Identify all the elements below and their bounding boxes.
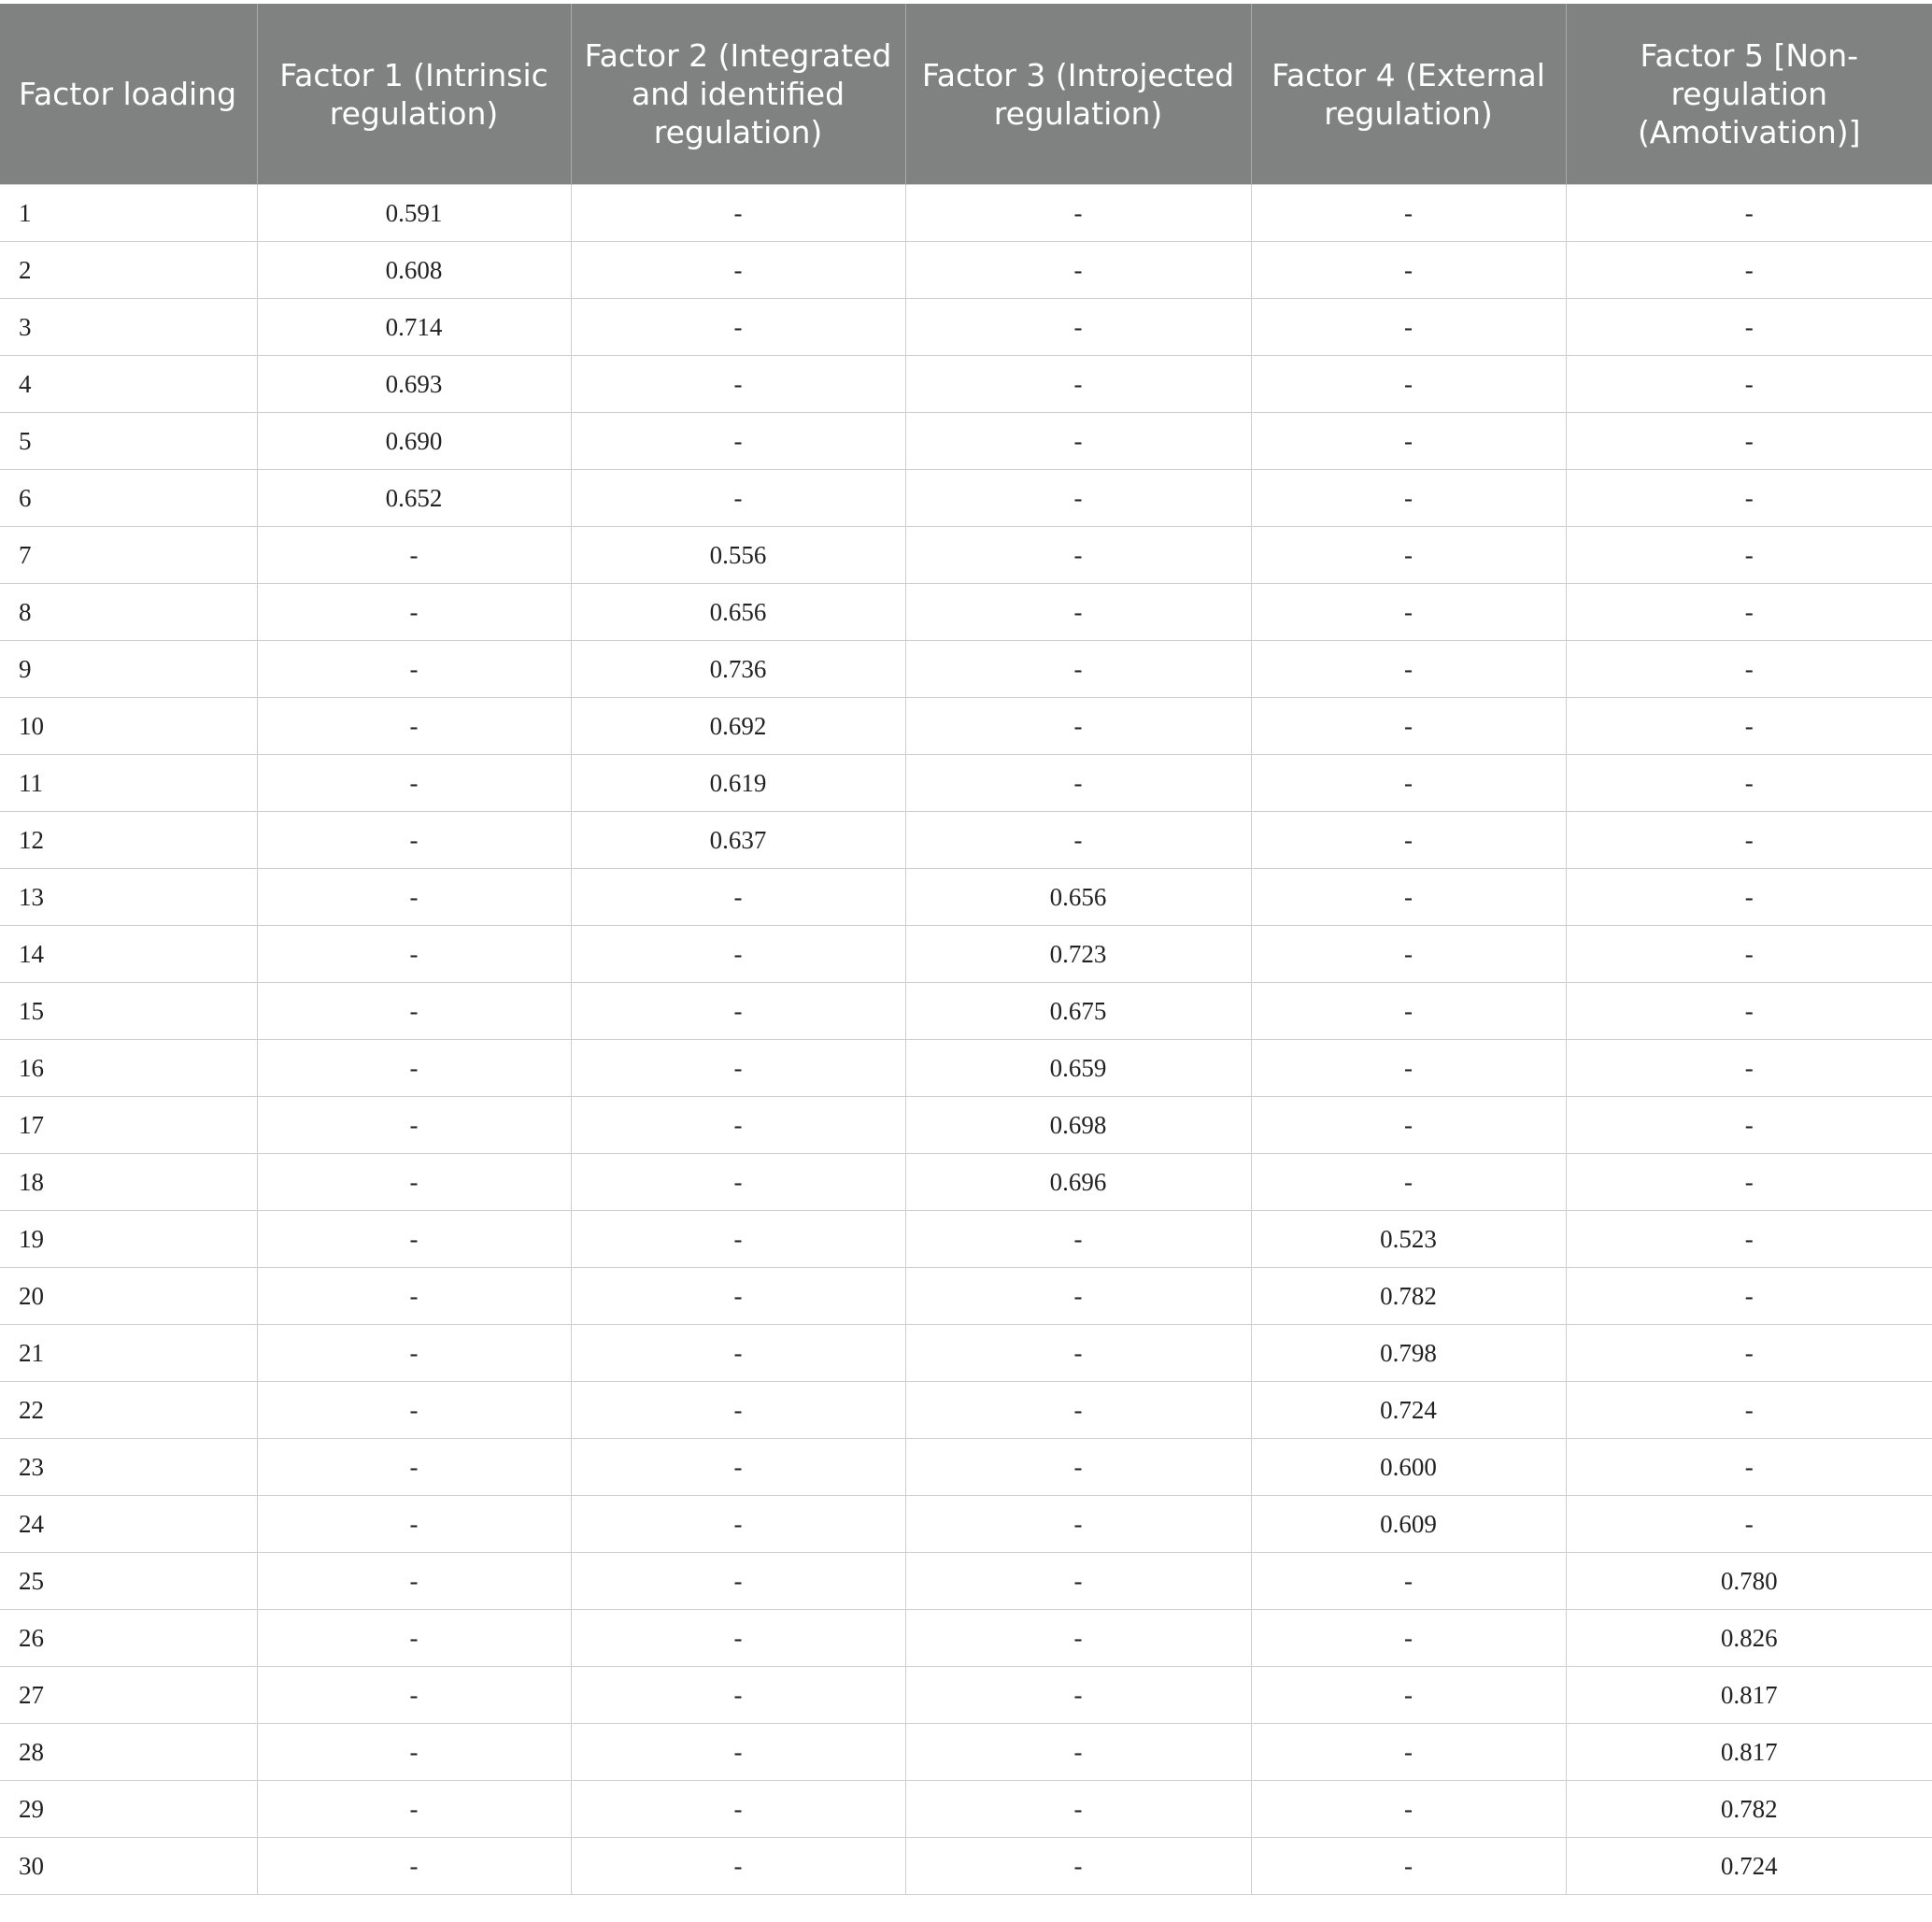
- table-row: [0, 926, 1932, 983]
- cell-factor-4-value: 0.724: [1251, 1382, 1566, 1439]
- factor-loading-table: [0, 4, 1932, 1895]
- cell-factor-5-value: -: [1566, 926, 1932, 983]
- cell-factor-3-value: 0.723: [905, 926, 1251, 983]
- cell-factor-5-value: -: [1566, 812, 1932, 869]
- cell-factor-1-value: -: [257, 1553, 571, 1610]
- cell-factor-5-value: -: [1566, 584, 1932, 641]
- cell-factor-3-value: -: [905, 1439, 1251, 1496]
- cell-factor-5-value: -: [1566, 1040, 1932, 1097]
- cell-factor-2-value: 0.637: [571, 812, 905, 869]
- table-row: [0, 527, 1932, 584]
- cell-item-number: 9: [0, 641, 257, 698]
- cell-factor-3-value: -: [905, 584, 1251, 641]
- cell-factor-2-value: -: [571, 1382, 905, 1439]
- cell-item-number: 22: [0, 1382, 257, 1439]
- table-row: [0, 1040, 1932, 1097]
- cell-item-number: 12: [0, 812, 257, 869]
- cell-factor-1-value: -: [257, 1781, 571, 1838]
- cell-factor-2-value: 0.692: [571, 698, 905, 755]
- table-row: [0, 1154, 1932, 1211]
- cell-factor-4-value: -: [1251, 1553, 1566, 1610]
- cell-factor-4-value: -: [1251, 1154, 1566, 1211]
- column-header-factor-2: Factor 2 (Integrated and identified regulation): [571, 4, 905, 185]
- table-row: [0, 641, 1932, 698]
- cell-factor-2-value: -: [571, 1553, 905, 1610]
- cell-factor-1-value: -: [257, 1724, 571, 1781]
- cell-factor-2-value: -: [571, 926, 905, 983]
- cell-factor-2-value: -: [571, 1838, 905, 1895]
- cell-factor-5-value: -: [1566, 1211, 1932, 1268]
- cell-factor-3-value: -: [905, 1268, 1251, 1325]
- cell-factor-1-value: -: [257, 698, 571, 755]
- table-row: [0, 1496, 1932, 1553]
- cell-factor-2-value: -: [571, 1154, 905, 1211]
- cell-item-number: 4: [0, 356, 257, 413]
- cell-item-number: 6: [0, 470, 257, 527]
- cell-factor-2-value: -: [571, 1211, 905, 1268]
- cell-factor-1-value: -: [257, 812, 571, 869]
- cell-factor-1-value: -: [257, 1439, 571, 1496]
- cell-factor-5-value: -: [1566, 1097, 1932, 1154]
- cell-factor-3-value: -: [905, 1724, 1251, 1781]
- table-row: [0, 185, 1932, 242]
- cell-factor-4-value: 0.609: [1251, 1496, 1566, 1553]
- cell-factor-5-value: -: [1566, 755, 1932, 812]
- column-header-factor-loading: Factor loading: [0, 4, 257, 185]
- cell-factor-4-value: 0.798: [1251, 1325, 1566, 1382]
- cell-factor-4-value: 0.523: [1251, 1211, 1566, 1268]
- cell-factor-1-value: -: [257, 1382, 571, 1439]
- cell-item-number: 30: [0, 1838, 257, 1895]
- cell-factor-1-value: 0.652: [257, 470, 571, 527]
- cell-factor-2-value: -: [571, 470, 905, 527]
- cell-factor-3-value: -: [905, 527, 1251, 584]
- cell-item-number: 14: [0, 926, 257, 983]
- cell-factor-1-value: -: [257, 926, 571, 983]
- cell-factor-2-value: -: [571, 356, 905, 413]
- cell-factor-4-value: -: [1251, 1781, 1566, 1838]
- cell-factor-1-value: -: [257, 1154, 571, 1211]
- table-row: [0, 1382, 1932, 1439]
- cell-factor-1-value: -: [257, 1040, 571, 1097]
- cell-factor-1-value: -: [257, 755, 571, 812]
- cell-factor-5-value: -: [1566, 1439, 1932, 1496]
- cell-factor-3-value: -: [905, 755, 1251, 812]
- table-row: [0, 1838, 1932, 1895]
- cell-factor-5-value: -: [1566, 185, 1932, 242]
- cell-factor-3-value: 0.698: [905, 1097, 1251, 1154]
- cell-item-number: 24: [0, 1496, 257, 1553]
- cell-factor-4-value: 0.600: [1251, 1439, 1566, 1496]
- cell-factor-2-value: -: [571, 1097, 905, 1154]
- cell-factor-3-value: -: [905, 1496, 1251, 1553]
- cell-factor-3-value: -: [905, 356, 1251, 413]
- cell-factor-3-value: 0.659: [905, 1040, 1251, 1097]
- cell-factor-4-value: -: [1251, 242, 1566, 299]
- cell-item-number: 18: [0, 1154, 257, 1211]
- cell-item-number: 7: [0, 527, 257, 584]
- cell-factor-2-value: -: [571, 1781, 905, 1838]
- cell-factor-3-value: -: [905, 185, 1251, 242]
- cell-factor-5-value: 0.817: [1566, 1667, 1932, 1724]
- cell-factor-4-value: -: [1251, 869, 1566, 926]
- cell-factor-2-value: 0.736: [571, 641, 905, 698]
- cell-factor-2-value: -: [571, 242, 905, 299]
- cell-factor-3-value: 0.675: [905, 983, 1251, 1040]
- cell-item-number: 5: [0, 413, 257, 470]
- column-header-factor-1: Factor 1 (Intrinsic regulation): [257, 4, 571, 185]
- table-row: [0, 869, 1932, 926]
- table-header: [0, 4, 1932, 185]
- cell-factor-1-value: -: [257, 1211, 571, 1268]
- cell-item-number: 1: [0, 185, 257, 242]
- cell-item-number: 26: [0, 1610, 257, 1667]
- cell-factor-4-value: -: [1251, 1667, 1566, 1724]
- table-row: [0, 1325, 1932, 1382]
- cell-factor-5-value: 0.826: [1566, 1610, 1932, 1667]
- cell-factor-2-value: 0.656: [571, 584, 905, 641]
- cell-item-number: 21: [0, 1325, 257, 1382]
- cell-factor-3-value: -: [905, 1382, 1251, 1439]
- cell-factor-5-value: -: [1566, 1325, 1932, 1382]
- cell-factor-4-value: -: [1251, 413, 1566, 470]
- cell-factor-5-value: 0.817: [1566, 1724, 1932, 1781]
- cell-factor-4-value: -: [1251, 698, 1566, 755]
- cell-factor-5-value: 0.782: [1566, 1781, 1932, 1838]
- cell-factor-1-value: 0.608: [257, 242, 571, 299]
- cell-factor-2-value: 0.619: [571, 755, 905, 812]
- cell-factor-4-value: -: [1251, 983, 1566, 1040]
- cell-factor-1-value: -: [257, 527, 571, 584]
- table-row: [0, 356, 1932, 413]
- column-header-factor-4: Factor 4 (External regulation): [1251, 4, 1566, 185]
- cell-item-number: 2: [0, 242, 257, 299]
- table-row: [0, 1211, 1932, 1268]
- cell-item-number: 23: [0, 1439, 257, 1496]
- cell-item-number: 8: [0, 584, 257, 641]
- cell-factor-5-value: 0.780: [1566, 1553, 1932, 1610]
- cell-factor-5-value: 0.724: [1566, 1838, 1932, 1895]
- cell-factor-3-value: -: [905, 413, 1251, 470]
- cell-factor-5-value: -: [1566, 698, 1932, 755]
- cell-factor-1-value: -: [257, 983, 571, 1040]
- cell-factor-5-value: -: [1566, 1154, 1932, 1211]
- cell-item-number: 28: [0, 1724, 257, 1781]
- cell-factor-3-value: -: [905, 1838, 1251, 1895]
- cell-factor-1-value: -: [257, 1097, 571, 1154]
- cell-factor-4-value: -: [1251, 1838, 1566, 1895]
- table-row: [0, 698, 1932, 755]
- cell-factor-2-value: -: [571, 1040, 905, 1097]
- table-row: [0, 470, 1932, 527]
- header-row: [0, 4, 1932, 185]
- cell-factor-1-value: 0.591: [257, 185, 571, 242]
- cell-factor-5-value: -: [1566, 413, 1932, 470]
- cell-factor-3-value: -: [905, 698, 1251, 755]
- cell-factor-4-value: -: [1251, 470, 1566, 527]
- cell-factor-2-value: -: [571, 1724, 905, 1781]
- cell-factor-2-value: -: [571, 983, 905, 1040]
- table-row: [0, 1781, 1932, 1838]
- cell-factor-2-value: -: [571, 299, 905, 356]
- column-header-factor-5: Factor 5 [Non-regulation (Amotivation)]: [1566, 4, 1932, 185]
- cell-factor-5-value: -: [1566, 1382, 1932, 1439]
- cell-factor-1-value: 0.714: [257, 299, 571, 356]
- cell-item-number: 25: [0, 1553, 257, 1610]
- cell-factor-5-value: -: [1566, 356, 1932, 413]
- cell-item-number: 10: [0, 698, 257, 755]
- cell-factor-2-value: -: [571, 413, 905, 470]
- table-row: [0, 1268, 1932, 1325]
- cell-factor-2-value: -: [571, 1439, 905, 1496]
- table-row: [0, 1439, 1932, 1496]
- cell-factor-2-value: -: [571, 185, 905, 242]
- cell-factor-5-value: -: [1566, 299, 1932, 356]
- table-row: [0, 242, 1932, 299]
- cell-factor-2-value: -: [571, 869, 905, 926]
- cell-factor-3-value: -: [905, 1553, 1251, 1610]
- cell-factor-4-value: -: [1251, 185, 1566, 242]
- table-row: [0, 983, 1932, 1040]
- cell-factor-4-value: -: [1251, 356, 1566, 413]
- cell-factor-1-value: -: [257, 584, 571, 641]
- cell-item-number: 29: [0, 1781, 257, 1838]
- table-row: [0, 1097, 1932, 1154]
- cell-factor-3-value: -: [905, 299, 1251, 356]
- cell-factor-1-value: -: [257, 1610, 571, 1667]
- cell-factor-4-value: -: [1251, 1040, 1566, 1097]
- cell-factor-1-value: 0.693: [257, 356, 571, 413]
- cell-factor-4-value: -: [1251, 641, 1566, 698]
- cell-factor-4-value: -: [1251, 299, 1566, 356]
- cell-factor-2-value: 0.556: [571, 527, 905, 584]
- cell-factor-5-value: -: [1566, 869, 1932, 926]
- column-header-factor-3: Factor 3 (Introjected regulation): [905, 4, 1251, 185]
- cell-factor-3-value: 0.656: [905, 869, 1251, 926]
- cell-factor-5-value: -: [1566, 1496, 1932, 1553]
- cell-factor-2-value: -: [571, 1610, 905, 1667]
- table-row: [0, 1667, 1932, 1724]
- table-row: [0, 299, 1932, 356]
- cell-factor-1-value: -: [257, 1667, 571, 1724]
- cell-factor-2-value: -: [571, 1496, 905, 1553]
- cell-factor-4-value: -: [1251, 527, 1566, 584]
- cell-factor-1-value: -: [257, 1496, 571, 1553]
- cell-factor-5-value: -: [1566, 470, 1932, 527]
- cell-factor-4-value: -: [1251, 584, 1566, 641]
- cell-factor-1-value: -: [257, 1325, 571, 1382]
- cell-factor-3-value: -: [905, 242, 1251, 299]
- table-row: [0, 1610, 1932, 1667]
- cell-factor-3-value: 0.696: [905, 1154, 1251, 1211]
- cell-factor-1-value: -: [257, 641, 571, 698]
- cell-item-number: 20: [0, 1268, 257, 1325]
- cell-item-number: 3: [0, 299, 257, 356]
- table-row: [0, 812, 1932, 869]
- cell-factor-5-value: -: [1566, 242, 1932, 299]
- cell-factor-4-value: -: [1251, 926, 1566, 983]
- table-row: [0, 755, 1932, 812]
- cell-factor-3-value: -: [905, 470, 1251, 527]
- cell-item-number: 13: [0, 869, 257, 926]
- cell-item-number: 17: [0, 1097, 257, 1154]
- cell-item-number: 27: [0, 1667, 257, 1724]
- table-body: [0, 185, 1932, 1895]
- cell-factor-3-value: -: [905, 1610, 1251, 1667]
- cell-factor-2-value: -: [571, 1325, 905, 1382]
- cell-factor-5-value: -: [1566, 1268, 1932, 1325]
- table-row: [0, 1553, 1932, 1610]
- cell-item-number: 16: [0, 1040, 257, 1097]
- table-row: [0, 413, 1932, 470]
- cell-factor-3-value: -: [905, 641, 1251, 698]
- cell-factor-1-value: -: [257, 1838, 571, 1895]
- cell-item-number: 11: [0, 755, 257, 812]
- cell-factor-4-value: -: [1251, 755, 1566, 812]
- cell-factor-1-value: 0.690: [257, 413, 571, 470]
- table-row: [0, 1724, 1932, 1781]
- cell-factor-5-value: -: [1566, 641, 1932, 698]
- cell-factor-3-value: -: [905, 1325, 1251, 1382]
- table-row: [0, 584, 1932, 641]
- cell-factor-4-value: -: [1251, 1097, 1566, 1154]
- cell-factor-3-value: -: [905, 812, 1251, 869]
- cell-factor-3-value: -: [905, 1211, 1251, 1268]
- cell-factor-4-value: -: [1251, 1610, 1566, 1667]
- cell-factor-4-value: -: [1251, 1724, 1566, 1781]
- cell-factor-3-value: -: [905, 1667, 1251, 1724]
- cell-factor-5-value: -: [1566, 983, 1932, 1040]
- cell-factor-1-value: -: [257, 1268, 571, 1325]
- cell-factor-4-value: 0.782: [1251, 1268, 1566, 1325]
- cell-factor-1-value: -: [257, 869, 571, 926]
- cell-factor-2-value: -: [571, 1667, 905, 1724]
- cell-factor-3-value: -: [905, 1781, 1251, 1838]
- cell-factor-4-value: -: [1251, 812, 1566, 869]
- cell-item-number: 15: [0, 983, 257, 1040]
- cell-item-number: 19: [0, 1211, 257, 1268]
- cell-factor-5-value: -: [1566, 527, 1932, 584]
- cell-factor-2-value: -: [571, 1268, 905, 1325]
